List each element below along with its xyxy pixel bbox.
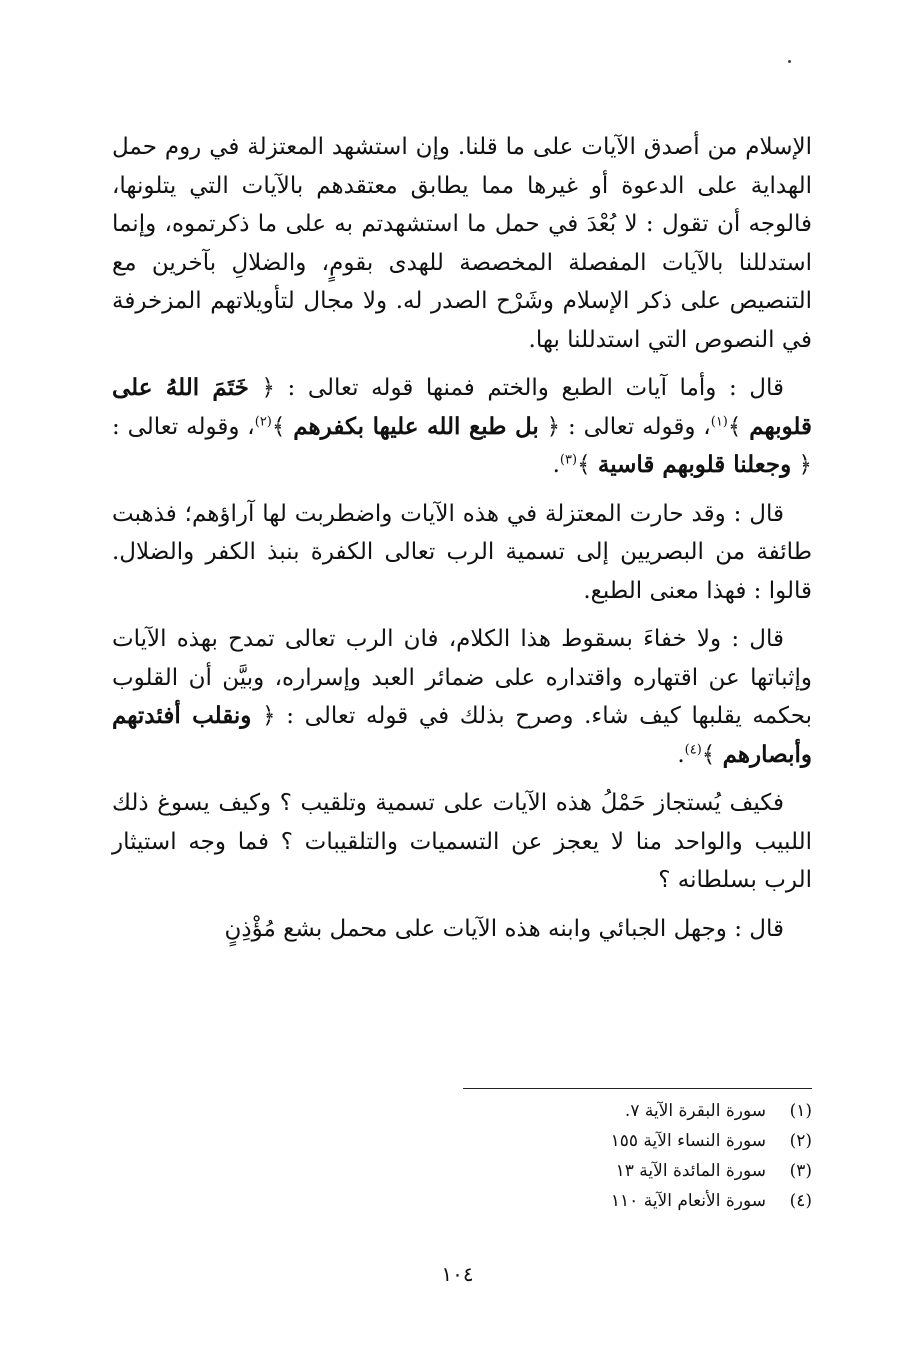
quran-quote-1: خَتَمَ اللهُ على قلوبهم	[112, 374, 813, 440]
paragraph-4	[112, 620, 812, 774]
footnote-item	[463, 1096, 812, 1126]
footnote-ref-1: (١)	[710, 413, 728, 429]
footnote-ref-4: (٤)	[684, 741, 702, 757]
paragraph-4-text: قال : ولا خفاءَ بسقوط هذا الكلام، فان الرب تعالى تمدح بهذه الآيات وإثباتها عن اقتهاره واقتداره على ضمائر العبد وإسراره، وبيَّن أن القلوب بحكمه يقلبها كيف شاء. وصرح بذلك في قوله تعالى :	[112, 626, 812, 729]
footnote-text: سورة الأنعام الآية ١١٠	[610, 1191, 766, 1211]
quran-quote-2: بل طبع الله عليها بكفرهم	[293, 412, 539, 440]
page-number: ١٠٤	[441, 1262, 474, 1286]
stray-mark	[788, 60, 791, 63]
ornate-bracket-close: ﴾	[727, 413, 742, 440]
ornate-bracket-open: ﴿	[262, 703, 276, 729]
paragraph-2-mid-1: ، وقوله تعالى :	[560, 413, 711, 440]
paragraph-2-intro: قال : وأما آيات الطبع والختم فمنها قوله تعالى :	[274, 375, 784, 401]
paragraph-2-mid-2: ، وقوله تعالى :	[112, 413, 255, 440]
footnote-text: سورة البقرة الآية ٧.	[624, 1101, 766, 1121]
quran-quote-3: وجعلنا قلوبهم قاسية	[597, 451, 792, 478]
paragraph-6: قال : وجهل الجبائي وابنه هذه الآيات على محمل بشع مُؤْذِنٍ	[224, 915, 784, 942]
main-text	[112, 128, 812, 958]
paragraph-2-end: .	[552, 452, 560, 478]
ornate-bracket-close: ﴾	[271, 413, 286, 440]
ornate-bracket-open: ﴿	[546, 413, 561, 440]
paragraph-1: الإسلام من أصدق الآيات على ما قلنا. وإن استشهد المعتزلة في روم حمل الهداية على الدعوة أو غيرها مما يطابق معتقدهم بالآيات التي يتلونها، فالوجه أن تقول : لا بُعْدَ في حمل ما استشهدتم به على ما ذكرتموه، وإنما استدللنا بالآيات المفصلة المخصصة للهدى بقومٍ، والضلالِ بآخرين مع التنصيص على ذكر الإسلام وشَرْح الصدر له. ولا مجال لتأويلاتهم المزخرفة في النصوص التي استدللنا بها.	[112, 134, 812, 353]
footnote-item	[463, 1126, 812, 1156]
footnote-ref-3: (٣)	[559, 452, 578, 468]
footnote-divider	[463, 1088, 812, 1089]
footnote-number: (٢)	[789, 1131, 812, 1151]
footnote-text: سورة المائدة الآية ١٣	[615, 1161, 766, 1181]
quran-quote-4: ونقلب أفئدتهم وأبصارهم	[112, 702, 812, 768]
footnote-number: (٣)	[789, 1161, 812, 1181]
footnote-item	[463, 1156, 812, 1186]
ornate-bracket-close: ﴾	[577, 452, 591, 478]
paragraph-3: قال : وقد حارت المعتزلة في هذه الآيات واضطربت لها آراؤهم؛ فذهبت طائفة من البصريين إلى تسمية الرب تعالى الكفرة بنبذ الكفر والضلال. قالوا : فهذا معنى الطبع.	[112, 500, 812, 604]
footnote-text: سورة النساء الآية ١٥٥	[610, 1131, 766, 1151]
paragraph-4-end: .	[677, 741, 685, 768]
ornate-bracket-open: ﴿	[798, 452, 812, 478]
paragraph-2	[112, 369, 812, 485]
ornate-bracket-close: ﴾	[701, 741, 716, 768]
footnote-number: (١)	[789, 1101, 812, 1121]
ornate-bracket-open: ﴿	[261, 375, 275, 401]
footnote-item	[463, 1186, 812, 1216]
paragraph-5: فكيف يُستجاز حَمْلُ هذه الآيات على تسمية وتلقيب ؟ وكيف يسوغ ذلك اللبيب والواحد منا لا يعجز عن التسميات والتلقيبات ؟ فما وجه استيثار الرب بسلطانه ؟	[112, 790, 812, 893]
footnote-number: (٤)	[789, 1191, 812, 1211]
footnotes	[463, 1096, 812, 1216]
footnote-ref-2: (٢)	[254, 413, 272, 429]
